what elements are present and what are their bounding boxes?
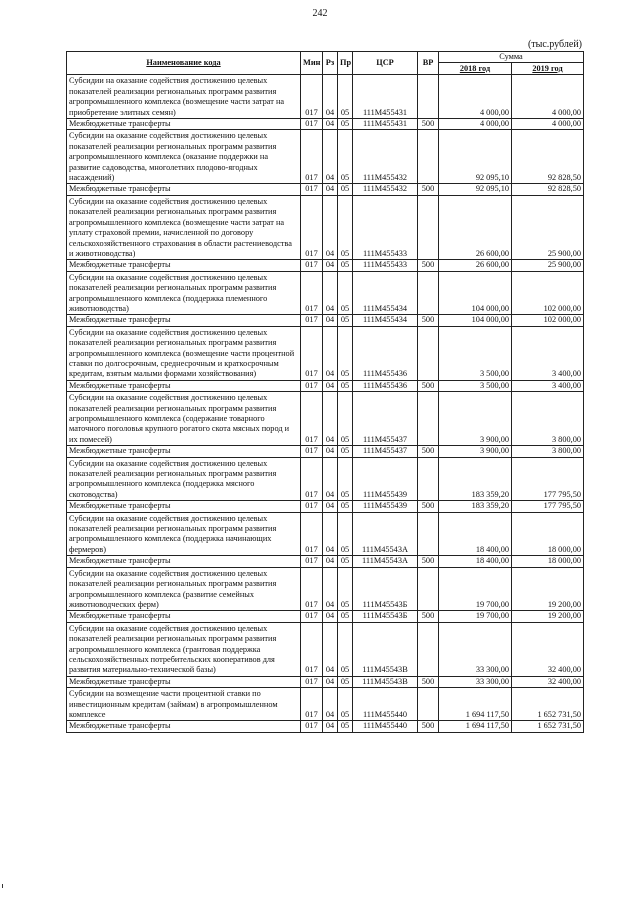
header-vr: ВР <box>418 52 439 75</box>
cell-vr: 500 <box>418 611 439 622</box>
cell-min: 017 <box>301 501 323 512</box>
cell-pr: 05 <box>338 611 353 622</box>
cell-pr: 05 <box>338 446 353 457</box>
cell-min: 017 <box>301 392 323 446</box>
cell-csr: 111M455439 <box>353 501 418 512</box>
cell-csr: 111M455439 <box>353 457 418 501</box>
cell-rz: 04 <box>323 611 338 622</box>
subsidy-row <box>67 130 584 184</box>
cell-vr <box>418 512 439 556</box>
cell-rz: 04 <box>323 501 338 512</box>
cell-y2019: 3 400,00 <box>512 380 584 391</box>
cell-y2018: 26 600,00 <box>439 195 512 259</box>
cell-rz: 04 <box>323 315 338 326</box>
transfer-row <box>67 446 584 457</box>
cell-min: 017 <box>301 119 323 130</box>
cell-rz: 04 <box>323 556 338 567</box>
cell-vr: 500 <box>418 501 439 512</box>
cell-rz: 04 <box>323 380 338 391</box>
transfer-row <box>67 611 584 622</box>
subsidy-row <box>67 326 584 380</box>
cell-min: 017 <box>301 446 323 457</box>
cell-y2019: 32 400,00 <box>512 676 584 687</box>
cell-csr: 111M455431 <box>353 119 418 130</box>
cell-y2019: 177 795,50 <box>512 457 584 501</box>
cell-vr <box>418 271 439 315</box>
cell-vr <box>418 622 439 676</box>
cell-name: Субсидии на оказание содействия достижению целевых показателей реализации региональных программ развития агропромышленного комплекса (развитие семейных животноводческих ферм) <box>67 567 301 611</box>
cell-y2018: 3 500,00 <box>439 326 512 380</box>
cell-min: 017 <box>301 676 323 687</box>
subsidy-row <box>67 688 584 721</box>
cell-vr <box>418 688 439 721</box>
cell-name: Субсидии на оказание содействия достижению целевых показателей реализации региональных программ развития агропромышленного комплекса (возмещение части затрат на уплату страховой премии, начисленной по договору сельскохозяйственного страхования в области растениеводства и животноводства) <box>67 195 301 259</box>
cell-y2018: 183 359,20 <box>439 501 512 512</box>
cell-min: 017 <box>301 721 323 732</box>
cell-y2018: 4 000,00 <box>439 119 512 130</box>
cell-pr: 05 <box>338 75 353 119</box>
cell-name: Межбюджетные трансферты <box>67 184 301 195</box>
cell-vr <box>418 567 439 611</box>
cell-csr: 111M45543В <box>353 676 418 687</box>
cell-y2018: 104 000,00 <box>439 271 512 315</box>
cell-y2018: 92 095,10 <box>439 130 512 184</box>
cell-name: Субсидии на оказание содействия достижению целевых показателей реализации региональных программ развития агропромышленного комплекса (грантовая поддержка сельскохозяйственных потребительских кооперативов для развития материально-технической базы) <box>67 622 301 676</box>
cell-name: Межбюджетные трансферты <box>67 119 301 130</box>
cell-y2019: 92 828,50 <box>512 184 584 195</box>
cell-y2019: 1 652 731,50 <box>512 688 584 721</box>
cell-vr: 500 <box>418 119 439 130</box>
cell-y2018: 19 700,00 <box>439 567 512 611</box>
cell-rz: 04 <box>323 130 338 184</box>
cell-name: Межбюджетные трансферты <box>67 556 301 567</box>
subsidy-row <box>67 512 584 556</box>
cell-vr: 500 <box>418 260 439 271</box>
cell-vr: 500 <box>418 721 439 732</box>
cell-y2019: 25 900,00 <box>512 260 584 271</box>
cell-csr: 111M455434 <box>353 271 418 315</box>
cell-csr: 111M455436 <box>353 380 418 391</box>
cell-y2019: 4 000,00 <box>512 75 584 119</box>
header-2018: 2018 год <box>439 63 512 75</box>
transfer-row <box>67 501 584 512</box>
subsidy-row <box>67 195 584 259</box>
cell-name: Субсидии на оказание содействия достижению целевых показателей реализации региональных программ развития агропромышленного комплекса (поддержка племенного животноводства) <box>67 271 301 315</box>
cell-y2018: 104 000,00 <box>439 315 512 326</box>
cell-y2018: 3 900,00 <box>439 446 512 457</box>
cell-vr <box>418 326 439 380</box>
cell-csr: 111M455431 <box>353 75 418 119</box>
cell-y2019: 102 000,00 <box>512 271 584 315</box>
cell-rz: 04 <box>323 721 338 732</box>
cell-csr: 111M455434 <box>353 315 418 326</box>
cell-csr: 111M45543Б <box>353 567 418 611</box>
cell-csr: 111M455437 <box>353 392 418 446</box>
subsidy-row <box>67 622 584 676</box>
cell-min: 017 <box>301 622 323 676</box>
cell-min: 017 <box>301 75 323 119</box>
cell-y2018: 4 000,00 <box>439 75 512 119</box>
cell-min: 017 <box>301 556 323 567</box>
cell-rz: 04 <box>323 184 338 195</box>
cell-pr: 05 <box>338 512 353 556</box>
cell-csr: 111M455433 <box>353 260 418 271</box>
cell-vr <box>418 75 439 119</box>
cell-y2018: 3 900,00 <box>439 392 512 446</box>
cell-name: Субсидии на оказание содействия достижению целевых показателей реализации региональных программ развития агропромышленного комплекса (возмещение части затрат на приобретение элитных семян) <box>67 75 301 119</box>
cell-csr: 111M455437 <box>353 446 418 457</box>
cell-min: 017 <box>301 457 323 501</box>
cell-csr: 111M45543Б <box>353 611 418 622</box>
header-rz: Рз <box>323 52 338 75</box>
cell-min: 017 <box>301 271 323 315</box>
table-body <box>67 75 584 732</box>
cell-y2019: 3 400,00 <box>512 326 584 380</box>
cell-rz: 04 <box>323 512 338 556</box>
cell-pr: 05 <box>338 119 353 130</box>
cell-vr: 500 <box>418 315 439 326</box>
header-sum: Сумма <box>439 52 584 63</box>
cell-pr: 05 <box>338 457 353 501</box>
transfer-row <box>67 260 584 271</box>
cell-y2018: 1 694 117,50 <box>439 688 512 721</box>
cell-rz: 04 <box>323 676 338 687</box>
cell-y2019: 102 000,00 <box>512 315 584 326</box>
cell-vr <box>418 130 439 184</box>
cell-vr: 500 <box>418 380 439 391</box>
cell-pr: 05 <box>338 315 353 326</box>
header-name: Наименование кода <box>67 52 301 75</box>
cell-rz: 04 <box>323 260 338 271</box>
cell-min: 017 <box>301 184 323 195</box>
cell-y2019: 177 795,50 <box>512 501 584 512</box>
cell-rz: 04 <box>323 271 338 315</box>
cell-csr: 111M455432 <box>353 130 418 184</box>
cell-rz: 04 <box>323 326 338 380</box>
cell-min: 017 <box>301 195 323 259</box>
transfer-row <box>67 380 584 391</box>
units-label: (тыс.рублей) <box>527 39 582 50</box>
cell-vr: 500 <box>418 446 439 457</box>
cell-y2018: 33 300,00 <box>439 676 512 687</box>
cell-name: Субсидии на оказание содействия достижению целевых показателей реализации региональных программ развития агропромышленного комплекса (содержание товарного маточного поголовья крупного рогатого скота мясных пород и их помесей) <box>67 392 301 446</box>
transfer-row <box>67 721 584 732</box>
subsidy-row <box>67 567 584 611</box>
cell-y2018: 19 700,00 <box>439 611 512 622</box>
cell-y2019: 25 900,00 <box>512 195 584 259</box>
subsidy-row <box>67 75 584 119</box>
cell-pr: 05 <box>338 721 353 732</box>
cell-vr <box>418 457 439 501</box>
cell-y2019: 1 652 731,50 <box>512 721 584 732</box>
cell-rz: 04 <box>323 195 338 259</box>
transfer-row <box>67 676 584 687</box>
cell-name: Межбюджетные трансферты <box>67 501 301 512</box>
cell-csr: 111M45543А <box>353 556 418 567</box>
transfer-row <box>67 119 584 130</box>
cell-pr: 05 <box>338 326 353 380</box>
cell-pr: 05 <box>338 380 353 391</box>
cell-y2019: 19 200,00 <box>512 611 584 622</box>
cell-name: Межбюджетные трансферты <box>67 446 301 457</box>
subsidy-row <box>67 392 584 446</box>
cell-name: Субсидии на оказание содействия достижению целевых показателей реализации региональных программ развития агропромышленного комплекса (поддержка начинающих фермеров) <box>67 512 301 556</box>
cell-min: 017 <box>301 512 323 556</box>
cell-csr: 111M45543В <box>353 622 418 676</box>
cell-vr: 500 <box>418 556 439 567</box>
cell-name: Межбюджетные трансферты <box>67 676 301 687</box>
cell-csr: 111M455436 <box>353 326 418 380</box>
cell-rz: 04 <box>323 75 338 119</box>
cell-pr: 05 <box>338 260 353 271</box>
cell-min: 017 <box>301 688 323 721</box>
cell-vr <box>418 195 439 259</box>
cell-y2018: 92 095,10 <box>439 184 512 195</box>
cell-name: Субсидии на оказание содействия достижению целевых показателей реализации региональных программ развития агропромышленного комплекса (возмещение части процентной ставки по долгосрочным, среднесрочным и краткосрочным кредитам, взятым малыми формами хозяйствования) <box>67 326 301 380</box>
cell-y2019: 4 000,00 <box>512 119 584 130</box>
cell-y2018: 18 400,00 <box>439 556 512 567</box>
cell-pr: 05 <box>338 195 353 259</box>
cell-y2018: 1 694 117,50 <box>439 721 512 732</box>
cell-min: 017 <box>301 380 323 391</box>
header-pr: Пр <box>338 52 353 75</box>
cell-rz: 04 <box>323 392 338 446</box>
cell-y2018: 18 400,00 <box>439 512 512 556</box>
cell-name: Межбюджетные трансферты <box>67 380 301 391</box>
cell-name: Субсидии на возмещение части процентной ставки по инвестиционным кредитам (займам) в агропромышленном комплексе <box>67 688 301 721</box>
cell-name: Субсидии на оказание содействия достижению целевых показателей реализации региональных программ развития агропромышленного комплекса (поддержка мясного скотоводства) <box>67 457 301 501</box>
budget-table <box>66 51 584 733</box>
page-number: 242 <box>312 8 328 19</box>
cell-min: 017 <box>301 567 323 611</box>
cell-min: 017 <box>301 611 323 622</box>
cell-y2018: 3 500,00 <box>439 380 512 391</box>
cell-min: 017 <box>301 260 323 271</box>
cell-pr: 05 <box>338 556 353 567</box>
transfer-row <box>67 315 584 326</box>
cell-pr: 05 <box>338 271 353 315</box>
cell-pr: 05 <box>338 392 353 446</box>
transfer-row <box>67 556 584 567</box>
cell-rz: 04 <box>323 446 338 457</box>
cell-y2019: 19 200,00 <box>512 567 584 611</box>
cell-pr: 05 <box>338 184 353 195</box>
cell-y2018: 183 359,20 <box>439 457 512 501</box>
cell-name: Межбюджетные трансферты <box>67 611 301 622</box>
cell-vr: 500 <box>418 184 439 195</box>
subsidy-row <box>67 457 584 501</box>
cell-name: Межбюджетные трансферты <box>67 315 301 326</box>
cell-name: Межбюджетные трансферты <box>67 260 301 271</box>
cell-y2019: 92 828,50 <box>512 130 584 184</box>
cell-vr: 500 <box>418 676 439 687</box>
cell-pr: 05 <box>338 501 353 512</box>
cell-csr: 111M45543А <box>353 512 418 556</box>
cell-pr: 05 <box>338 688 353 721</box>
header-min: Мин <box>301 52 323 75</box>
cell-y2019: 18 000,00 <box>512 512 584 556</box>
cell-y2018: 33 300,00 <box>439 622 512 676</box>
margin-mark <box>2 884 3 888</box>
cell-y2018: 26 600,00 <box>439 260 512 271</box>
header-2019: 2019 год <box>512 63 584 75</box>
cell-y2019: 18 000,00 <box>512 556 584 567</box>
cell-name: Межбюджетные трансферты <box>67 721 301 732</box>
transfer-row <box>67 184 584 195</box>
cell-csr: 111M455433 <box>353 195 418 259</box>
cell-rz: 04 <box>323 688 338 721</box>
cell-rz: 04 <box>323 119 338 130</box>
cell-y2019: 3 800,00 <box>512 446 584 457</box>
cell-y2019: 32 400,00 <box>512 622 584 676</box>
cell-pr: 05 <box>338 676 353 687</box>
cell-name: Субсидии на оказание содействия достижению целевых показателей реализации региональных программ развития агропромышленного комплекса (оказание поддержки на развитие садоводства, многолетних плодово-ягодных насаждений) <box>67 130 301 184</box>
cell-rz: 04 <box>323 457 338 501</box>
cell-csr: 111M455440 <box>353 688 418 721</box>
cell-csr: 111M455432 <box>353 184 418 195</box>
header-csr: ЦСР <box>353 52 418 75</box>
cell-min: 017 <box>301 326 323 380</box>
cell-csr: 111M455440 <box>353 721 418 732</box>
cell-pr: 05 <box>338 130 353 184</box>
cell-pr: 05 <box>338 622 353 676</box>
subsidy-row <box>67 271 584 315</box>
cell-pr: 05 <box>338 567 353 611</box>
cell-rz: 04 <box>323 622 338 676</box>
cell-y2019: 3 800,00 <box>512 392 584 446</box>
cell-min: 017 <box>301 130 323 184</box>
cell-rz: 04 <box>323 567 338 611</box>
cell-vr <box>418 392 439 446</box>
cell-min: 017 <box>301 315 323 326</box>
